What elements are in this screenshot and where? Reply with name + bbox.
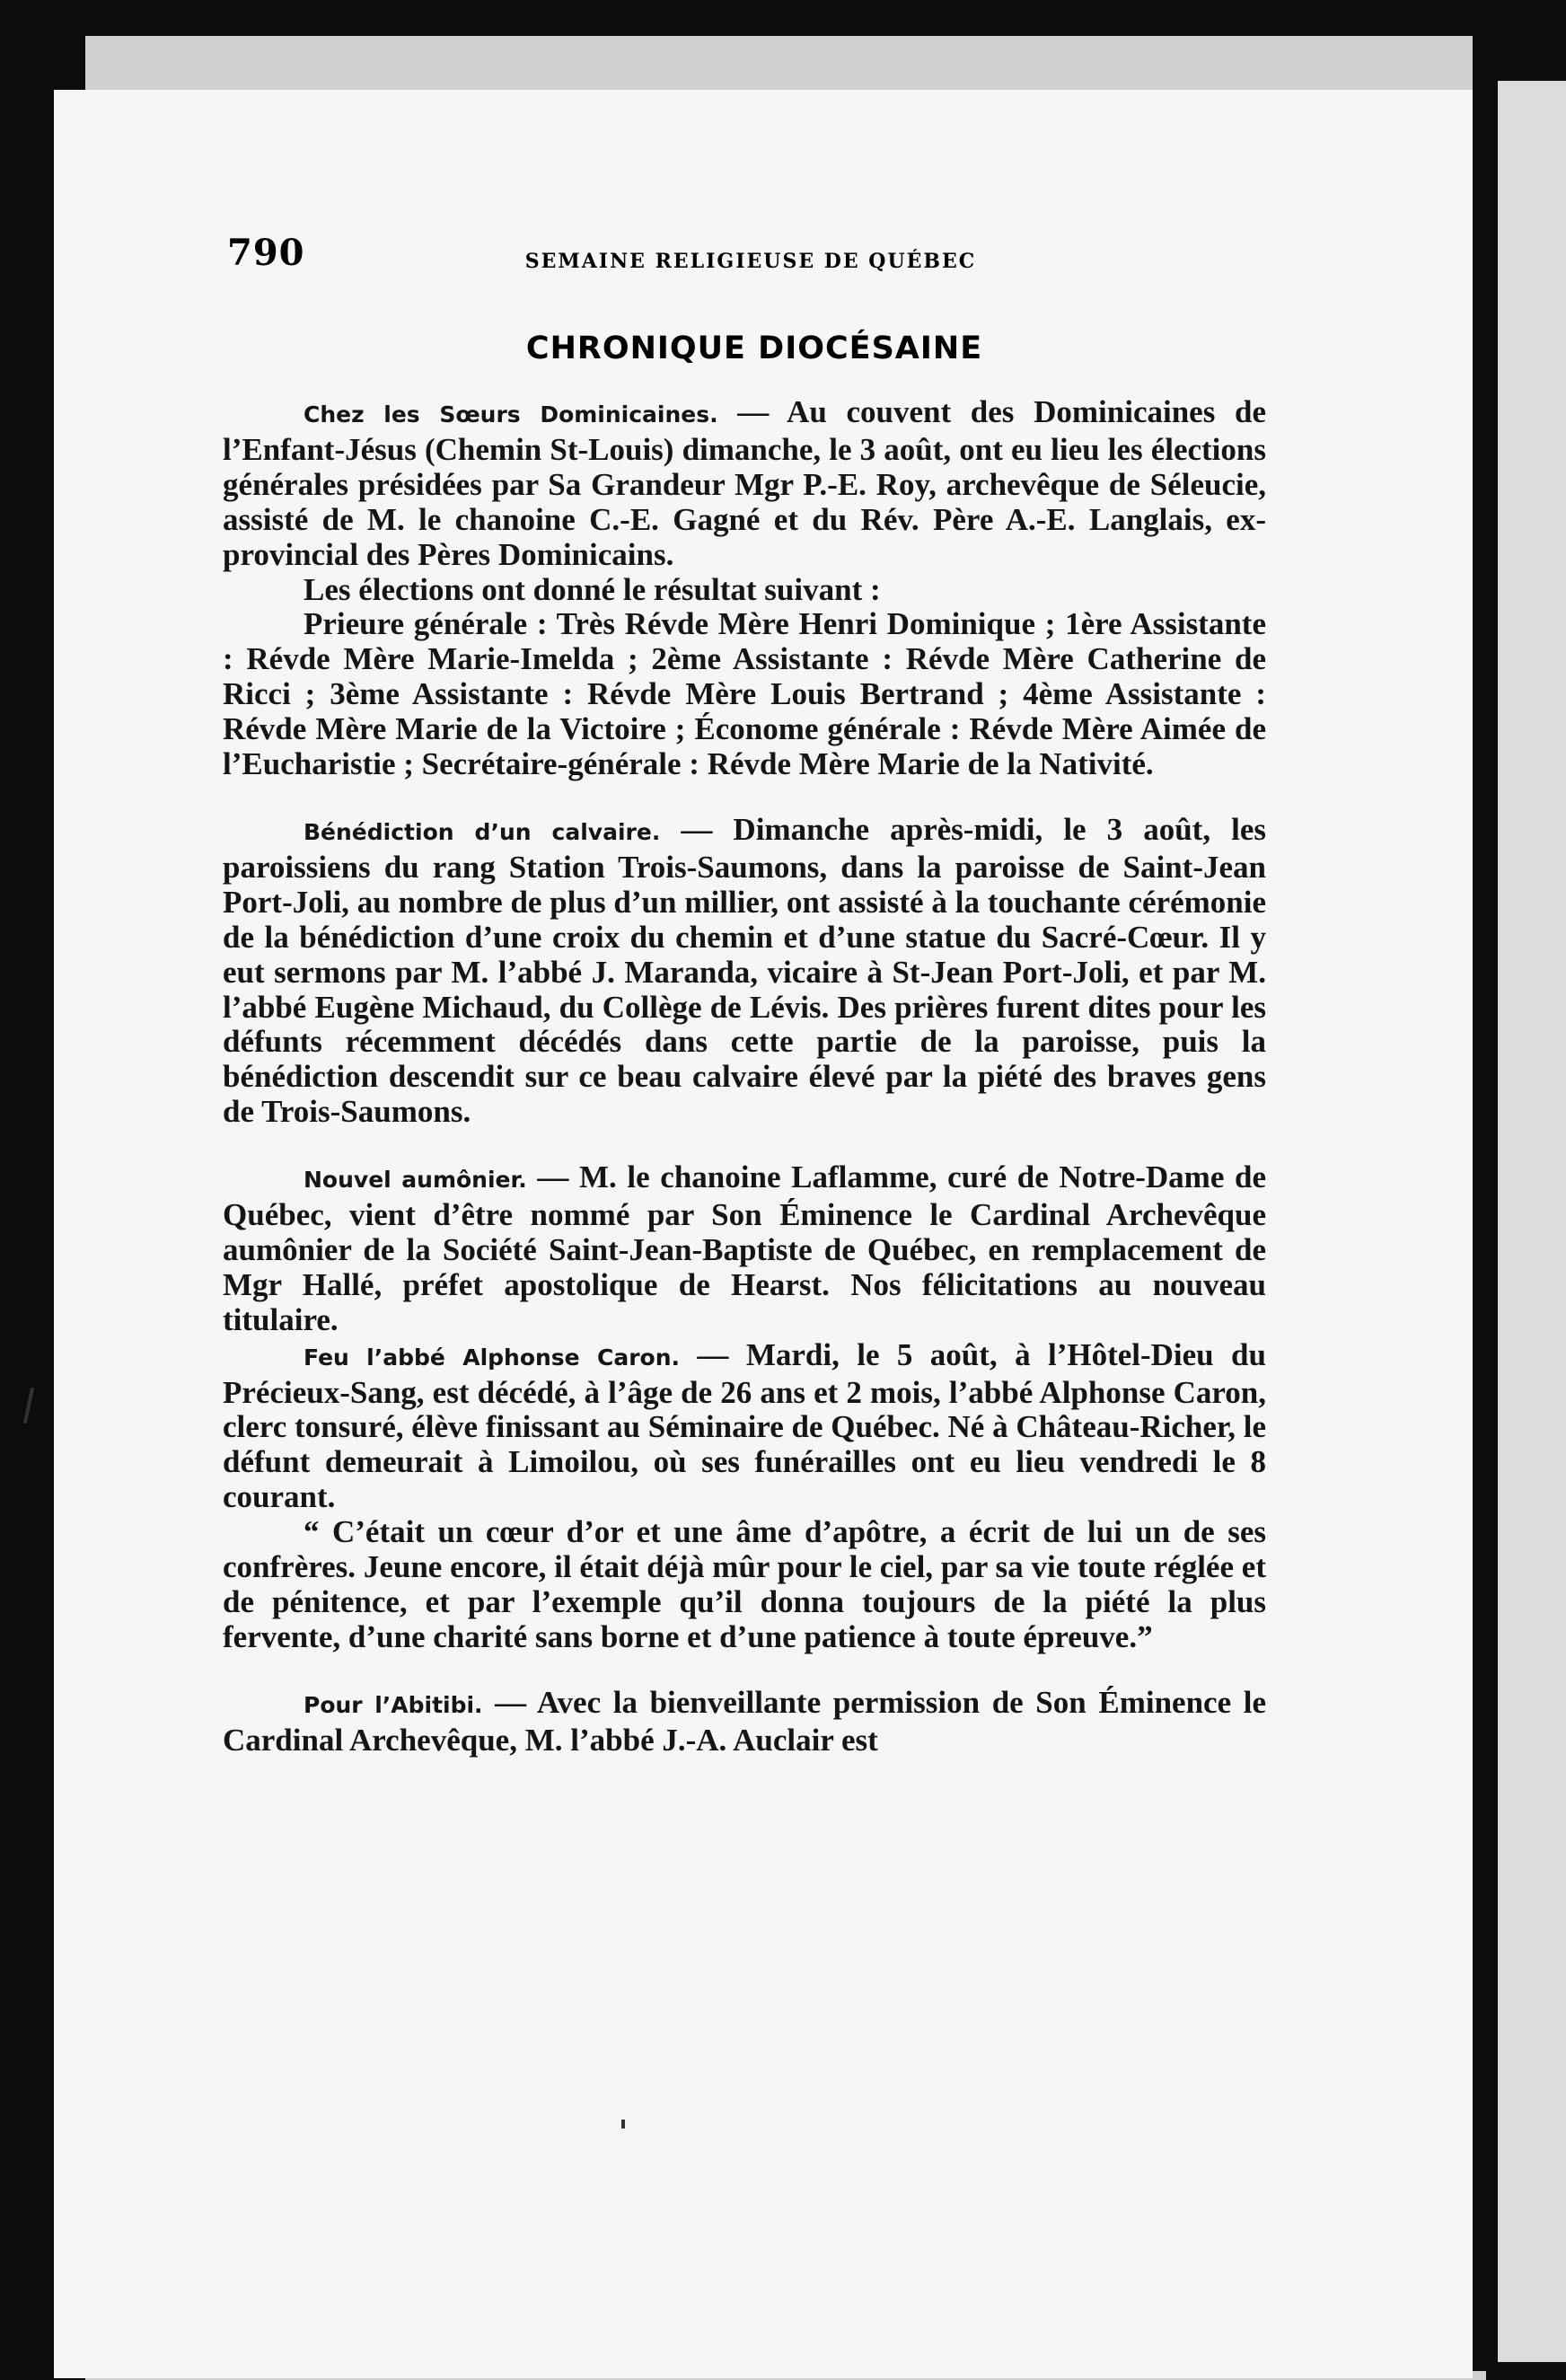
article-body: — Avec la bienveillante permission de Son Éminence le Cardinal Archevêque, M. l’abbé J.-A. Auclair est bbox=[223, 1684, 1266, 1758]
article-heading: Nouvel aumônier. bbox=[304, 1167, 527, 1194]
article-heading: Bénédiction d’un calvaire. bbox=[304, 818, 661, 845]
page-number: 790 bbox=[227, 232, 305, 274]
election-results: Prieure générale : Très Révde Mère Henri Dominique ; 1ère Assistante : Révde Mère Marie-Imelda ; 2ème Assistante : Révde Mère Catherine de Ricci ; 3ème Assistante : Révde Mère Louis Bertrand ; 4ème Assistante : Révde Mère Marie de la Victoire ; Économe générale : Révde Mère Aimée de l’Eucharistie ; Secrétaire-générale : Révde Mère Marie de la Nativité. bbox=[223, 606, 1266, 782]
running-title: SEMAINE RELIGIEUSE DE QUÉBEC bbox=[524, 250, 977, 273]
article-paragraph: Les élections ont donné le résultat suivant : bbox=[304, 571, 881, 607]
gutter-shadow bbox=[1473, 36, 1498, 2371]
quotation-paragraph: “ C’était un cœur d’or et une âme d’apôtre, a écrit de lui un de ses confrères. Jeune encore, il était déjà mûr pour le ciel, par sa vie toute réglée et de pénitence, et par l’exemple qu’il donna toujours de la piété la plus fervente, d’une charité sans borne et d’une patience à toute épreuve.” bbox=[223, 1514, 1266, 1654]
article-column bbox=[223, 395, 1266, 1759]
article-paragraph bbox=[223, 1686, 1266, 1759]
page-speck bbox=[621, 2120, 625, 2129]
article-heading: Feu l’abbé Alphonse Caron. bbox=[304, 1344, 681, 1371]
facing-page-edge bbox=[1498, 81, 1566, 2362]
section-title: CHRONIQUE DIOCÉSAINE bbox=[525, 331, 983, 366]
article-body: — Mardi, le 5 août, à l’Hôtel-Dieu du Précieux-Sang, est décédé, à l’âge de 26 ans et 2 mois, l’abbé Alphonse Caron, clerc tonsuré, élève finissant au Séminaire de Québec. Né à Château-Richer, le défunt demeurait à Limoilou, où ses funérailles ont eu lieu vendredi le 8 courant. bbox=[223, 1336, 1266, 1515]
article-heading: Pour l’Abitibi. bbox=[304, 1691, 483, 1718]
article-paragraph bbox=[223, 395, 1266, 573]
article-heading: Chez les Sœurs Dominicaines. bbox=[304, 401, 718, 428]
article-body: — M. le chanoine Laflamme, curé de Notre-Dame de Québec, vient d’être nommé par Son Éminence le Cardinal Archevêque aumônier de la Société Saint-Jean-Baptiste de Québec, en remplacement de Mgr Hallé, préfet apostolique de Hearst. Nos félicitations au nouveau titulaire. bbox=[223, 1159, 1266, 1337]
article-body: — Dimanche après-midi, le 3 août, les paroissiens du rang Station Trois-Saumons, dans la paroisse de Saint-Jean Port-Joli, au nombre de plus d’un millier, ont assisté à la touchante cérémonie de la bénédiction d’une croix du chemin et d’une statue du Sacré-Cœur. Il y eut sermons par M. l’abbé J. Maranda, vicaire à St-Jean Port-Joli, et par M. l’abbé Eugène Michaud, du Collège de Lévis. Des prières furent dites pour les défunts récemment décédés dans cette partie de la paroisse, puis la bénédiction descendit sur ce beau calvaire élevé par la piété des braves gens de Trois-Saumons. bbox=[223, 811, 1266, 1130]
margin-mark bbox=[23, 1388, 34, 1424]
article-paragraph bbox=[223, 813, 1266, 1130]
article-body: — Au couvent des Dominicaines de l’Enfant-Jésus (Chemin St-Louis) dimanche, le 3 août, ont eu lieu les élections générales présidées par Sa Grandeur Mgr P.-E. Roy, archevêque de Séleucie, assisté de M. le chanoine C.-E. Gagné et du Rév. Père A.-E. Langlais, ex-provincial des Pères Dominicains. bbox=[223, 394, 1266, 572]
article-paragraph bbox=[223, 1160, 1266, 1338]
article-paragraph bbox=[223, 1338, 1266, 1516]
